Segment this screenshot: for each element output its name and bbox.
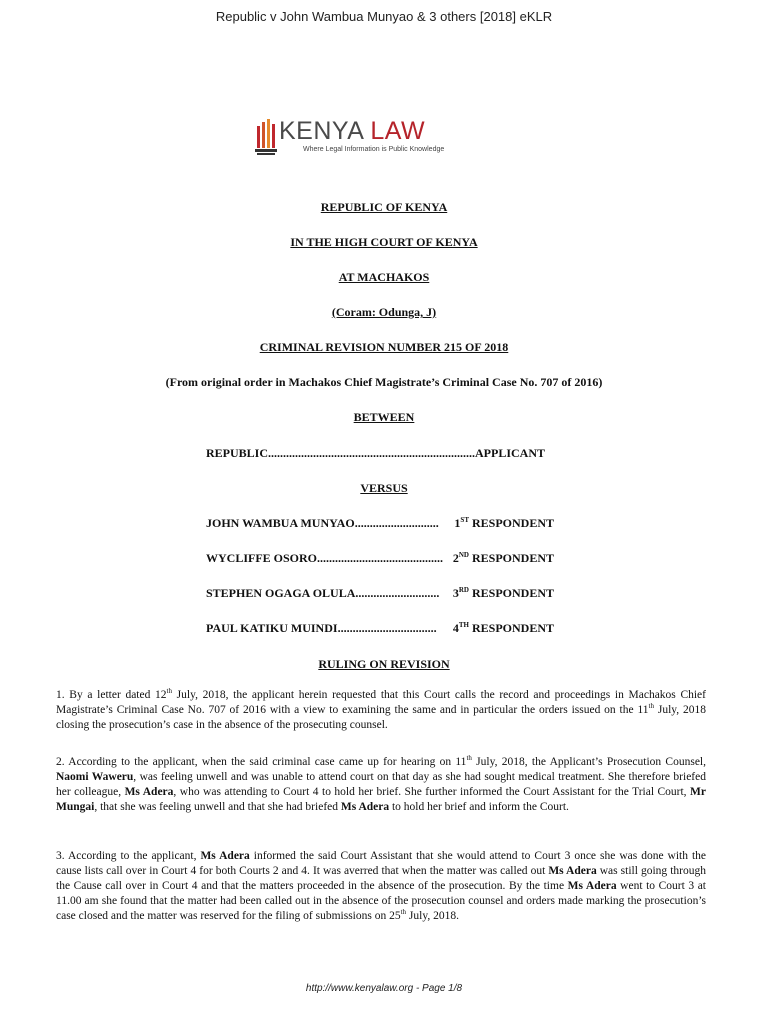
heading-republic: REPUBLIC OF KENYA [320, 200, 448, 214]
party-dots: .......................................... [317, 551, 444, 565]
name-ms-adera: Ms Adera [548, 865, 597, 877]
party-dots: ..................................................................... [268, 446, 476, 460]
text-run: 3. According to the applicant, [56, 850, 201, 862]
party-respondent-3 [206, 586, 554, 601]
party-ordinal: 1 [454, 516, 461, 530]
party-ordinal: 2 [452, 551, 459, 565]
party-dots: ............................ [355, 586, 440, 600]
kenya-law-logo [255, 116, 465, 160]
name-mr-mungai: Mr Mungai [56, 786, 707, 813]
name-ms-adera: Ms Adera [200, 850, 250, 862]
party-ordinal-suffix: RD [458, 586, 469, 594]
heading-versus: VERSUS [360, 481, 408, 495]
paragraph-3 [56, 849, 706, 924]
superscript: th [648, 702, 654, 711]
superscript: th [166, 687, 172, 696]
party-role: APPLICANT [475, 446, 546, 460]
heading-location: AT MACHAKOS [338, 270, 430, 284]
name-naomi-waweru: Naomi Waweru [56, 771, 134, 783]
party-ordinal-suffix: ST [460, 516, 469, 524]
name-ms-adera: Ms Adera [340, 801, 390, 813]
heading-origin: (From original order in Machakos Chief Magistrate’s Criminal Case No. 707 of 2016) [165, 375, 603, 389]
heading-ruling: RULING ON REVISION [318, 657, 450, 671]
logo-tagline: Where Legal Information is Public Knowledge [303, 146, 445, 153]
party-respondent-4 [206, 621, 554, 636]
heading-case-number: CRIMINAL REVISION NUMBER 215 OF 2018 [259, 340, 509, 354]
text-run: July, 2018, the applicant herein requested that this Court calls the record and proceedings in Machakos Chief Magistrate’s Criminal Case No. 707 of 2016 with a view to examining the same and in particular the orders issued on the 11 [56, 689, 706, 716]
paragraph-2 [56, 755, 706, 815]
page-footer[interactable]: http://www.kenyalaw.org - Page 1/8 [305, 983, 463, 994]
party-ordinal: 4 [452, 621, 459, 635]
name-ms-adera: Ms Adera [124, 786, 174, 798]
paragraph-1 [56, 688, 706, 733]
party-name: WYCLIFFE OSORO [206, 551, 318, 565]
text-run: July, 2018. [406, 910, 459, 922]
heading-coram: (Coram: Odunga, J) [331, 305, 437, 319]
pillars-icon [255, 116, 277, 156]
logo-word-law: LAW [370, 117, 426, 145]
superscript: th [466, 754, 472, 763]
party-name: JOHN WAMBUA MUNYAO [206, 516, 355, 530]
logo-wordmark [279, 117, 425, 145]
party-dots: ............................ [354, 516, 439, 530]
text-run: , who was attending to Court 4 to hold her brief. She further informed the Court Assistant for the Trial Court, [173, 786, 691, 798]
name-ms-adera: Ms Adera [567, 880, 617, 892]
text-run: informed the said Court Assistant that she would attend to Court 3 once she was done with the cause lists call over in Court 4 for both Courts 2 and 4. It was averred that when the matter was called out [56, 850, 706, 877]
party-dots: ................................. [337, 621, 437, 635]
party-name: STEPHEN OGAGA OLULA [206, 586, 356, 600]
document-header-title: Republic v John Wambua Munyao & 3 others [2018] eKLR [215, 9, 553, 24]
logo-word-kenya: KENYA [279, 117, 365, 145]
text-run: , that she was feeling unwell and that she had briefed [94, 801, 341, 813]
party-ordinal-suffix: TH [458, 621, 469, 629]
party-role: RESPONDENT [468, 586, 554, 600]
text-run: 1. By a letter dated 12 [56, 689, 167, 701]
party-role: RESPONDENT [468, 516, 554, 530]
superscript: th [400, 908, 407, 917]
party-role: RESPONDENT [468, 551, 554, 565]
text-run: was still going through the Cause call over in Court 4 and that the matters proceeded in the absence of the prosecution. By the time [56, 865, 706, 892]
party-name: REPUBLIC [206, 446, 269, 460]
party-respondent-1 [206, 516, 554, 531]
text-run: 2. According to the applicant, when the said criminal case came up for hearing on 11 [56, 756, 467, 768]
party-applicant [206, 446, 554, 461]
text-run: went to Court 3 at 11.00 am she found that the matter had been called out in the absence of the prosecution counsel and orders made marking the prosecution’s case closed and the matter was reserved for the filing of submissions on 25 [56, 880, 707, 922]
party-ordinal-suffix: ND [458, 551, 469, 559]
party-respondent-2 [206, 551, 554, 566]
party-role: RESPONDENT [468, 621, 554, 635]
text-run: July, 2018 closing the prosecution’s case in the absence of the prosecuting counsel. [56, 704, 706, 731]
text-run: , was feeling unwell and was unable to attend court on that day as she had sought medical treatment. She therefore briefed her colleague, [56, 771, 706, 798]
party-name: PAUL KATIKU MUINDI [206, 621, 338, 635]
text-run: July, 2018, the Applicant’s Prosecution Counsel, [471, 756, 706, 768]
text-run: to hold her brief and inform the Court. [389, 801, 569, 813]
party-ordinal: 3 [452, 586, 459, 600]
heading-between: BETWEEN [353, 410, 415, 424]
heading-court: IN THE HIGH COURT OF KENYA [290, 235, 478, 249]
